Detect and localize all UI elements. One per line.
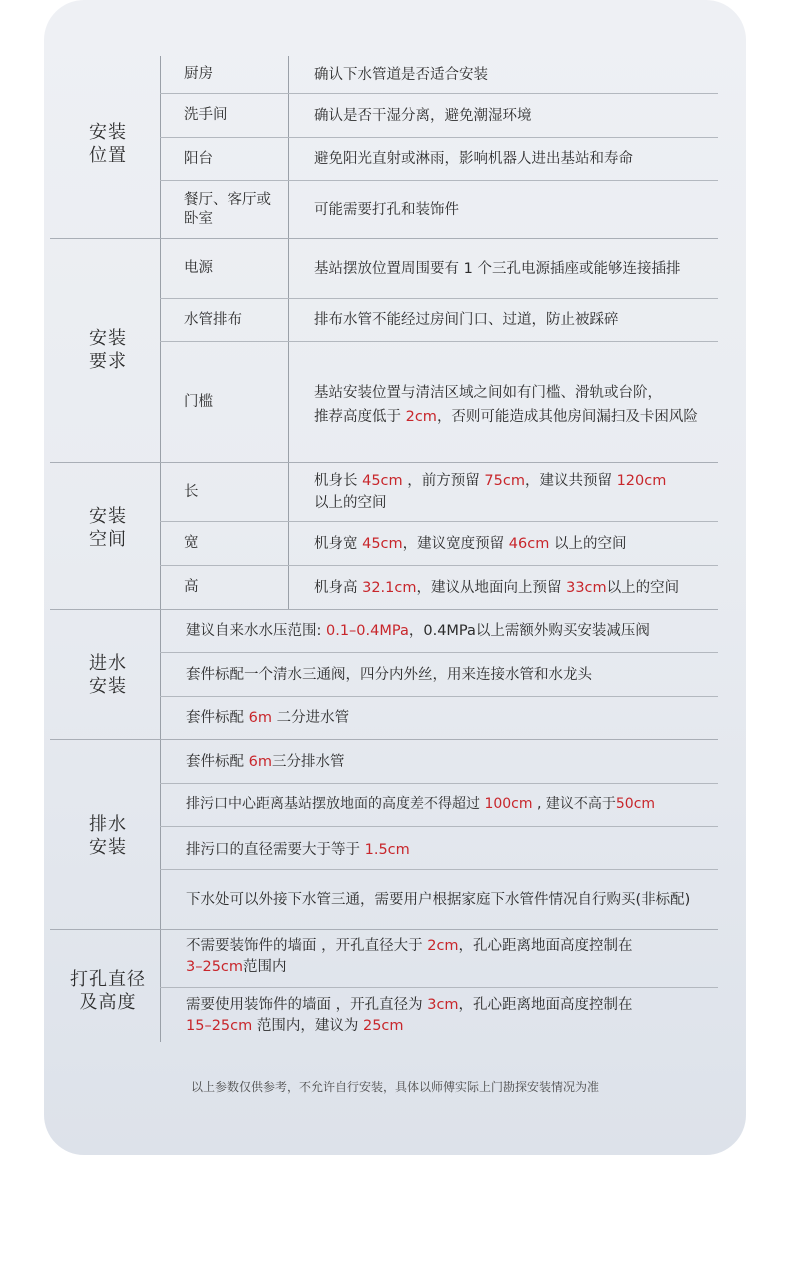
- desc-text: ，否则可能造成其他房间漏扫及卡困风险: [436, 409, 698, 425]
- highlight-value: 25cm: [362, 1018, 404, 1034]
- highlight-value: 32.1cm: [362, 580, 417, 596]
- desc-text: 以上的空间: [606, 580, 680, 596]
- desc-text: 套件标配: [186, 754, 249, 770]
- row-item-label: 厨房: [184, 66, 213, 82]
- row-description: [186, 988, 714, 1042]
- desc-text: ，孔心距离地面高度控制在: [458, 997, 633, 1013]
- row-description: 套件标配一个清水三通阀，四分内外丝，用来连接水管和水龙头: [186, 666, 592, 683]
- desc-text: 机身宽: [314, 536, 363, 552]
- desc-text: 机身高: [314, 580, 363, 596]
- row-description: [186, 930, 714, 987]
- highlight-value: 33cm: [566, 580, 607, 596]
- desc-text: 以上的空间: [549, 536, 627, 552]
- highlight-value: 50cm: [615, 796, 656, 812]
- desc-text: 建议自来水水压范围:: [186, 623, 326, 639]
- highlight-value: 6m: [248, 710, 272, 726]
- category-install-space: 安装 空间: [89, 506, 127, 550]
- row-description: 排布水管不能经过房间门口、过道，防止被踩碎: [314, 312, 619, 328]
- desc-text: 二分进水管: [271, 710, 350, 726]
- desc-text: ，建议共预留: [524, 473, 617, 489]
- row-description: 基站摆放位置周围要有 1 个三孔电源插座或能够连接插排: [314, 260, 681, 277]
- row-description: [314, 463, 704, 521]
- desc-text: ，孔心距离地面高度控制在: [458, 938, 633, 954]
- desc-text: 不需要装饰件的墙面 ，开孔直径大于: [186, 938, 428, 954]
- highlight-value: 45cm: [362, 536, 403, 552]
- desc-text: ，0.4MPa以上需额外购买安装减压阀: [408, 623, 650, 639]
- highlight-value: 3cm: [427, 997, 459, 1013]
- row-description: 确认是否干湿分离，避免潮湿环境: [314, 107, 532, 124]
- row-item-label: 电源: [184, 260, 213, 276]
- row-description: 下水处可以外接下水管三通，需要用户根据家庭下水管件情况自行购买(非标配): [186, 891, 691, 908]
- row-description: [186, 610, 714, 652]
- row-description: 可能需要打孔和装饰件: [314, 201, 459, 218]
- highlight-value: 120cm: [616, 473, 667, 489]
- desc-text: 范围内: [243, 959, 287, 975]
- table-divider-vertical-3: [288, 463, 289, 609]
- desc-text: 套件标配: [186, 710, 249, 726]
- highlight-value: 3–25cm: [186, 959, 244, 975]
- row-item-label: 餐厅、客厅或卧室: [184, 191, 271, 227]
- row-description: [314, 342, 744, 462]
- category-drainage: 排水 安装: [89, 814, 127, 858]
- desc-text: 基站安装位置与清洁区域之间如有门槛、滑轨或台阶，: [314, 385, 662, 401]
- highlight-value: 6m: [248, 754, 272, 770]
- table-divider-vertical: [160, 56, 161, 1042]
- highlight-value: 2cm: [427, 938, 459, 954]
- highlight-value: 1.5cm: [364, 842, 410, 858]
- category-water-inlet: 进水 安装: [89, 653, 127, 697]
- row-description: [314, 566, 714, 609]
- desc-text: 需要使用装饰件的墙面 ，开孔直径为: [186, 997, 428, 1013]
- desc-text: ，前方预留: [402, 473, 485, 489]
- row-description: 避免阳光直射或淋雨，影响机器人进出基站和寿命: [314, 151, 633, 167]
- highlight-value: 15–25cm: [186, 1018, 253, 1034]
- row-description: [186, 784, 714, 826]
- highlight-value: 100cm: [484, 796, 533, 812]
- row-item-label: 高: [184, 579, 199, 595]
- row-description: [186, 697, 714, 739]
- table-divider-vertical-2: [288, 56, 289, 463]
- category-drilling: 打孔直径 及高度: [70, 969, 146, 1013]
- desc-text: 推荐高度低于: [314, 409, 406, 425]
- row-item-label: 水管排布: [184, 311, 242, 328]
- disclaimer-footnote: 以上参数仅供参考，不允许自行安装，具体以师傅实际上门勘探安装情况为准: [190, 1080, 599, 1094]
- desc-text: 排污口中心距离基站摆放地面的高度差不得超过: [186, 796, 485, 812]
- row-item-label: 宽: [184, 535, 199, 551]
- row-description: [186, 827, 714, 869]
- row-item-label: 门槛: [184, 393, 213, 410]
- category-install-requirements: 安装 要求: [89, 328, 127, 372]
- highlight-value: 0.1–0.4MPa: [326, 623, 409, 639]
- row-item-label: 阳台: [184, 150, 213, 167]
- desc-text: 排污口的直径需要大于等于: [186, 842, 365, 858]
- row-description: [314, 522, 714, 565]
- desc-text: 机身长: [314, 473, 363, 489]
- row-item-label: 洗手间: [184, 107, 228, 123]
- desc-text: ，建议宽度预留: [402, 536, 509, 552]
- desc-text: ，建议从地面向上预留: [416, 580, 567, 596]
- desc-text: , 建议不高于: [532, 796, 616, 812]
- desc-text: 以上的空间: [314, 495, 387, 511]
- highlight-value: 45cm: [362, 473, 403, 489]
- desc-text: 范围内，建议为: [252, 1018, 363, 1034]
- row-item-label: 长: [184, 483, 199, 500]
- highlight-value: 75cm: [484, 473, 525, 489]
- highlight-value: 46cm: [508, 536, 550, 552]
- desc-text: 三分排水管: [271, 754, 345, 770]
- row-description: [186, 740, 714, 783]
- category-install-location: 安装 位置: [89, 122, 127, 166]
- highlight-value: 2cm: [405, 409, 437, 425]
- row-description: 确认下水管道是否适合安装: [314, 66, 488, 83]
